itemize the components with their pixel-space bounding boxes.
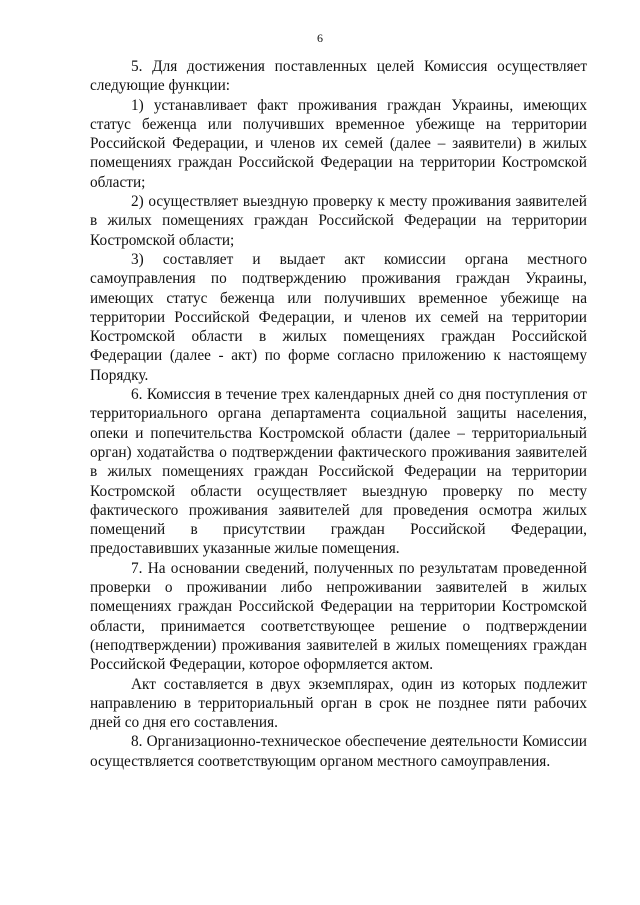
paragraph-act-copies: Акт составляется в двух экземплярах, один из которых подлежит направлению в территориальный орган в срок не позднее пяти рабочих дней со дня его составления. xyxy=(90,675,587,732)
page-number: 6 xyxy=(317,31,323,45)
paragraph-subitem-1: 1) устанавливает факт проживания граждан Украины, имеющих статус беженца или получивших временное убежище на территории Российской Федерации, и членов их семей (далее – заявители) в жилых помещениях граждан Российской Федерации на территории Костромской области; xyxy=(90,96,587,191)
paragraph-subitem-3: 3) составляет и выдает акт комиссии органа местного самоуправления по подтверждению проживания граждан Украины, имеющих статус беженца или получивших временное убежище на территории Российской Федерации, и членов их семей на территории Костромской области в жилых помещениях граждан Российской Федерации (далее - акт) по форме согласно приложению к настоящему Порядку. xyxy=(90,250,587,384)
paragraph-item-8: 8. Организационно-техническое обеспечение деятельности Комиссии осуществляется соответствующим органом местного самоуправления. xyxy=(90,733,587,770)
paragraph-item-6: 6. Комиссия в течение трех календарных дней со дня поступления от территориального органа департамента социальной защиты населения, опеки и попечительства Костромской области (далее – территориальный орган) ходатайства о подтверждении фактического проживания заявителей в жилых помещениях граждан Российской Федерации на территории Костромской области осуществляет выездную проверку по месту фактического проживания заявителей для проведения осмотра жилых помещений в присутствии граждан Российской Федерации, предоставивших указанные жилые помещения. xyxy=(90,386,587,558)
paragraph-item-5: 5. Для достижения поставленных целей Комиссия осуществляет следующие функции: xyxy=(90,58,587,95)
paragraph-subitem-2: 2) осуществляет выездную проверку к месту проживания заявителей в жилых помещениях граждан Российской Федерации на территории Костромской области; xyxy=(90,193,587,249)
document-body xyxy=(90,57,587,771)
paragraph-item-7: 7. На основании сведений, полученных по результатам проведенной проверки о проживании либо непроживании заявителей в жилых помещениях граждан Российской Федерации на территории Костромской области, принимается соответствующее решение о подтверждении (неподтверждении) проживания заявителей в жилых помещениях граждан Российской Федерации, которое оформляется актом. xyxy=(90,559,587,674)
